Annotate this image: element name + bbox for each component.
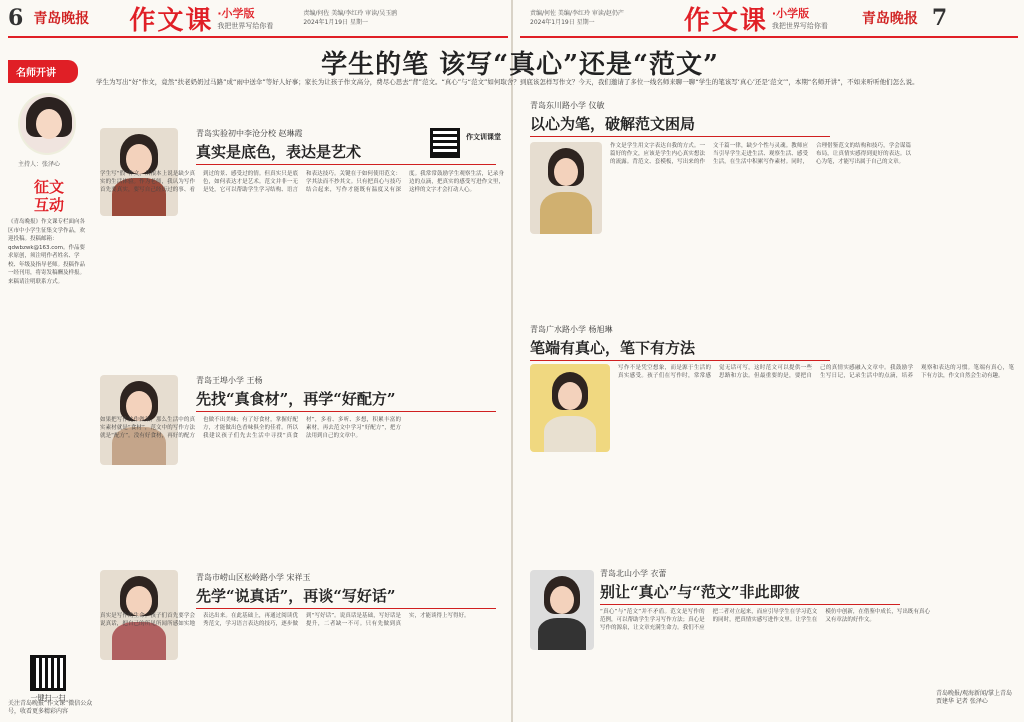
right-brand: 青岛晚报 bbox=[861, 11, 918, 27]
article-1-title: 真实是底色，表达是艺术 bbox=[196, 143, 362, 161]
left-header-rule bbox=[8, 36, 508, 38]
article-4 bbox=[530, 324, 830, 363]
article-2 bbox=[196, 375, 496, 414]
left-page-header bbox=[8, 0, 508, 36]
article-6-author: 青岛北山小学 衣蕾 bbox=[600, 569, 667, 578]
article-3-title: 以心为笔，破解范文困局 bbox=[530, 115, 696, 133]
author-photo-yang bbox=[530, 364, 610, 452]
article-2-title: 先找“真食材”，再学“好配方” bbox=[196, 390, 396, 408]
article-2-body: 如果把写作比作做菜，那么生活中的真实素材就是“食材”，范文中的写作方法就是“配方”。没有好食材，再好的配方也做不出美味；有了好食材，掌握好配方，才能做出色香味俱全的佳肴。所以我建议孩子们先去生活中寻找“真食材”，多看、多听、多想，积累丰富的素材，再去范文中学习“好配方”，把方法用到自己的文章中。 bbox=[100, 417, 401, 440]
article-3 bbox=[530, 100, 830, 139]
left-column-title: 作文课 bbox=[129, 5, 214, 36]
main-headline: 学生的笔 该写“真心”还是“范文” bbox=[321, 50, 719, 80]
left-page-number: 6 bbox=[8, 5, 24, 31]
article-1-body: 学生写“假”作文，从根本上说是缺少真实的生活体验。作为老师，我认为写作首先要真实，要写自己经历过的事、看到过的景、感受过的情。但真实只是底色，如何表达才是艺术。范文并非一无是处，它可以帮助学生学习结构、语言和表达技巧。关键在于如何使用范文：学其法而不抄其文。只有把真心与技巧结合起来，写作才能既有温度又有深度。我常常鼓励学生观察生活，记录身边的点滴，把真实的感受写进作文里，这样的文字才会打动人心。 bbox=[100, 171, 504, 194]
article-5-author: 青岛市崂山区松岭路小学 宋祥玉 bbox=[196, 573, 311, 582]
sidebar-qr-block bbox=[30, 655, 66, 703]
right-header-rule bbox=[520, 36, 1018, 38]
article-2-author: 青岛王埠小学 王杨 bbox=[196, 376, 263, 385]
editor-credit: 主持人：张泽心 bbox=[18, 161, 61, 168]
lead-in-paragraph: 学生为写出“好”作文，竟然“扶老奶奶过马路”成“雨中送伞”等好人好事；家长为让孩子作文高分，费尽心思去“背”范文。“真心”与“范文”如何取舍？到底该怎样写作文？今天，我们邀请了多位一线名师来聊一聊“学生的笔该写‘真心’还是‘范文’”，本期“名师开讲”，不如来听听他们怎么说。 bbox=[96, 78, 919, 86]
left-slogan: 我把世界写给你看 bbox=[217, 22, 274, 30]
left-brand: 青岛晚报 bbox=[33, 11, 90, 27]
right-date: 2024年1月19日 星期一 bbox=[530, 19, 595, 26]
author-photo-yi bbox=[530, 142, 602, 234]
right-column-title: 作文课 bbox=[683, 5, 768, 36]
contribution-text: 《青岛晚报》作文课专栏面向各区市中小学生征集文学作品，欢迎投稿。投稿邮箱：qdwbzwk@163.com。作品要求原创，须注明作者姓名、学校、年级及指导老师。投稿作品一经刊用，将寄发稿酬及样报。来稿请注明联系方式。 bbox=[8, 219, 86, 285]
article-4-body: 写作不是凭空想象，而是源于生活的真实感受。孩子们在写作时，常常感觉无话可写，这时范文可以提供一些思路和方法。但最重要的是，要把自己的真情实感融入文章中。我鼓励学生写日记，记录生活中的点滴，培养观察和表达的习惯。笔端有真心，笔下有方法，作文自然会生动有趣。 bbox=[618, 365, 1014, 380]
article-5 bbox=[196, 572, 496, 611]
section-banner: 名师开讲 bbox=[8, 60, 78, 83]
article-4-title: 笔端有真心，笔下有方法 bbox=[530, 339, 696, 357]
article-1-author: 青岛实验初中李沧分校 赵琳霞 bbox=[196, 129, 303, 138]
article-6-body: “真心”与“范文”并不矛盾。范文是写作的范例，可以帮助学生学习写作方法；真心是写作的源泉，让文章充满生命力。我们不应把二者对立起来，而应引导学生在学习范文的同时，把真情实感写进作文里。让学生在模仿中创新，在借鉴中成长，写出既有真心又有章法的好作文。 bbox=[600, 609, 930, 632]
left-date: 2024年1月19日 星期一 bbox=[303, 19, 368, 26]
left-edition: ·小学版 bbox=[217, 7, 255, 20]
right-page-number: 7 bbox=[931, 5, 948, 31]
right-slogan: 我把世界写给你看 bbox=[771, 22, 828, 30]
article-4-author: 青岛广水路小学 杨旭琳 bbox=[530, 325, 613, 334]
article-3-body: 作文是学生用文字表达自我的方式。一篇好的作文，应该是学生内心真实想法的流露。背范文、套模板，写出来的作文千篇一律，缺少个性与灵魂。教师应当引导学生走进生活、观察生活、感受生活，在生活中积累写作素材。同时，合理借鉴范文的结构和技巧，学会谋篇布局，让真情实感得到更好的表达。以心为笔，才能写出属于自己的文章。 bbox=[610, 143, 911, 166]
page-footer-credit: 青岛晚报/观海新闻/掌上青岛 贾建华 记者 张泽心 bbox=[936, 690, 1013, 705]
qr-code-icon[interactable] bbox=[430, 128, 460, 158]
author-photo-yi-lei bbox=[530, 570, 594, 650]
qr-note: 关注青岛晚报“作文课”微信公众号，收看更多精彩内容 bbox=[8, 700, 93, 715]
page-gutter bbox=[511, 0, 513, 722]
left-editors: 责编/何佐 美编/李红玲 审读/吴玉鸥 bbox=[303, 10, 398, 17]
article-5-title: 先学“说真话”，再谈“写好话” bbox=[196, 587, 396, 605]
contribution-heading: 征文 互动 bbox=[33, 178, 64, 214]
editor-avatar bbox=[18, 93, 76, 155]
right-page-header bbox=[520, 0, 1018, 36]
article-1-qr-label: 作文训课堂 bbox=[466, 133, 501, 141]
right-editors: 责编/何佐 美编/李红玲 审读/赵仍产 bbox=[530, 10, 624, 17]
right-edition: ·小学版 bbox=[771, 7, 810, 20]
article-5-body: 真实是写作的生命。孩子们首先要学会说真话，把自己的所见所闻所感如实地表达出来。在此基础上，再通过阅读优秀范文，学习语言表达的技巧，逐步做到“写好话”。说真话是基础，写好话是提升，二者缺一不可。只有先做到真实，才能谈得上写得好。 bbox=[100, 613, 470, 628]
article-6 bbox=[600, 568, 900, 607]
article-6-title: 别让“真心”与“范文”非此即彼 bbox=[600, 583, 800, 601]
article-3-author: 青岛东川路小学 仪敏 bbox=[530, 101, 605, 110]
left-sidebar bbox=[8, 60, 90, 286]
qr-code-icon[interactable] bbox=[30, 655, 66, 691]
qr-label: 一键扫一扫 bbox=[30, 694, 66, 702]
